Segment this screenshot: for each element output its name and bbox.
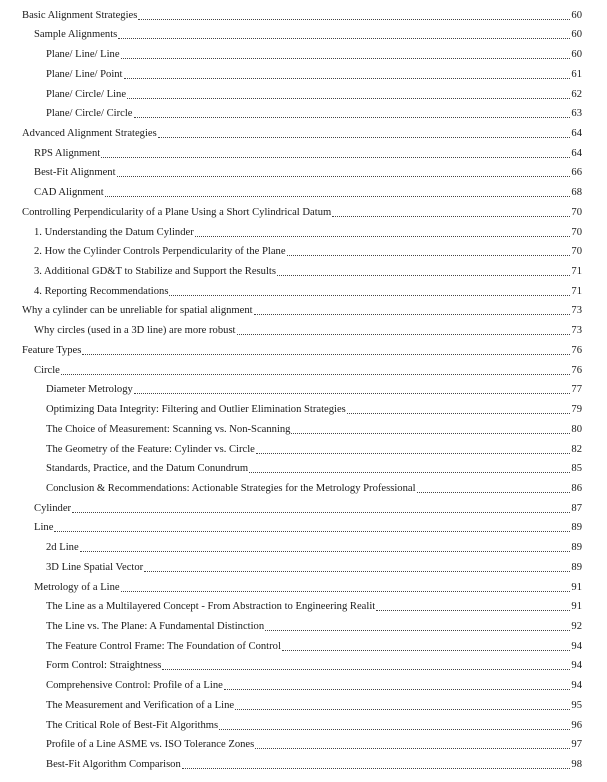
toc-entry[interactable] [0,337,607,357]
toc-entry-page-number: 71 [571,266,582,278]
toc-entry-page-number: 91 [571,601,582,613]
toc-entry[interactable] [0,357,607,377]
dot-leader [158,137,571,138]
toc-entry-title: The Feature Control Frame: The Foundation of Control [46,640,281,652]
dot-leader [235,709,570,710]
toc-entry[interactable] [0,120,607,140]
toc-entry-title: Controlling Perpendicularity of a Plane Using a Short Cylindrical Datum [22,206,332,218]
toc-entry[interactable] [0,140,607,160]
toc-entry-page-number: 94 [571,680,582,692]
toc-entry-title: Conclusion & Recommendations: Actionable Strategies for the Metrology Professional [46,482,416,494]
toc-entry-page-number: 77 [571,384,582,396]
toc-entry-page-number: 96 [571,719,582,731]
toc-entry-page-number: 86 [571,482,582,494]
toc-entry[interactable] [0,436,607,456]
toc-entry-page-number: 68 [571,187,582,199]
toc-entry-page-number: 97 [571,739,582,751]
toc-entry[interactable] [0,692,607,712]
toc-entry[interactable] [0,653,607,673]
toc-entry-title: 4. Reporting Recommendations [34,285,169,297]
toc-entry-title: Why a cylinder can be unreliable for spatial alignment [22,305,253,317]
toc-entry-page-number: 79 [571,404,582,416]
toc-entry-title: Why circles (used in a 3D line) are more robust [34,325,236,337]
toc-entry-page-number: 61 [571,68,582,80]
dot-leader [224,689,571,690]
toc-entry-page-number: 73 [571,325,582,337]
toc-entry-title: Optimizing Data Integrity: Filtering and Outlier Elimination Strategies [46,404,346,416]
dot-leader [72,512,570,513]
dot-leader [332,216,570,217]
toc-entry-page-number: 70 [571,206,582,218]
toc-entry-title: Best-Fit Algorithm Comparison [46,759,181,771]
toc-entry[interactable] [0,61,607,81]
toc-entry-title: Circle [34,364,60,376]
dot-leader [417,492,571,493]
dot-leader [54,531,570,532]
dot-leader [127,98,570,99]
toc-entry[interactable] [0,594,607,614]
dot-leader [121,58,571,59]
dot-leader [101,157,570,158]
toc-entry[interactable] [0,239,607,259]
toc-entry[interactable] [0,396,607,416]
toc-entry[interactable] [0,495,607,515]
toc-entry[interactable] [0,298,607,318]
dot-leader [162,669,570,670]
dot-leader [277,275,570,276]
dot-leader [255,748,570,749]
toc-entry-page-number: 66 [571,167,582,179]
toc-entry[interactable] [0,219,607,239]
toc-entry-page-number: 76 [571,344,582,356]
toc-entry-title: Plane/ Circle/ Circle [46,108,133,120]
dot-leader [287,255,571,256]
toc-entry-title: Standards, Practice, and the Datum Conundrum [46,463,249,475]
toc-entry-title: CAD Alignment [34,187,104,199]
toc-entry[interactable] [0,456,607,476]
toc-entry-title: 3. Additional GD&T to Stabilize and Support the Results [34,266,276,278]
toc-entry-title: Basic Alignment Strategies [22,9,138,21]
toc-entry-title: Cylinder [34,502,72,514]
dot-leader [80,551,571,552]
toc-entry-page-number: 91 [571,581,582,593]
toc-entry-page-number: 82 [571,443,582,455]
toc-entry-title: Feature Types [22,344,82,356]
dot-leader [376,610,570,611]
toc-entry[interactable] [0,318,607,338]
toc-entry-page-number: 85 [571,463,582,475]
toc-entry[interactable] [0,199,607,219]
toc-entry[interactable] [0,712,607,732]
toc-entry[interactable] [0,101,607,121]
toc-entry-title: Metrology of a Line [34,581,120,593]
toc-entry-page-number: 89 [571,542,582,554]
toc-entry-page-number: 62 [571,88,582,100]
toc-entry-title: Form Control: Straightness [46,660,162,672]
toc-entry-title: Advanced Alignment Strategies [22,128,157,139]
toc-entry-title: Sample Alignments [34,29,118,41]
toc-entry-page-number: 60 [571,9,582,21]
toc-entry[interactable] [0,732,607,752]
toc-entry-title: The Choice of Measurement: Scanning vs. Non-Scanning [46,423,291,435]
toc-entry[interactable] [0,554,607,574]
toc-entry[interactable] [0,574,607,594]
toc-entry-page-number: 60 [571,49,582,61]
toc-entry-page-number: 87 [571,502,582,514]
dot-leader [117,176,571,177]
dot-leader [138,19,570,20]
dot-leader [347,413,571,414]
toc-entry-page-number: 70 [571,226,582,238]
toc-entry[interactable] [0,416,607,436]
dot-leader [61,374,571,375]
toc-entry-page-number: 94 [571,660,582,672]
toc-entry-page-number: 89 [571,522,582,534]
dot-leader [118,38,570,39]
toc-entry-title: 2d Line [46,542,79,554]
toc-entry[interactable] [0,515,607,535]
toc-entry-title: Best-Fit Alignment [34,167,116,179]
toc-entry-title: The Geometry of the Feature: Cylinder vs. Circle [46,443,255,455]
toc-entry-page-number: 71 [571,285,582,297]
toc-entry-title: 1. Understanding the Datum Cylinder [34,226,194,238]
toc-entry[interactable] [0,81,607,101]
toc-entry-title: Profile of a Line ASME vs. ISO Tolerance Zones [46,739,255,751]
toc-entry-page-number: 76 [571,364,582,376]
toc-entry[interactable] [0,613,607,633]
toc-entry[interactable] [0,751,607,771]
toc-entry-title: Plane/ Line/ Line [46,49,120,61]
toc-entry[interactable] [0,672,607,692]
toc-entry-title: 2. How the Cylinder Controls Perpendicularity of the Plane [34,246,286,258]
toc-entry[interactable] [0,160,607,180]
toc-entry[interactable] [0,258,607,278]
dot-leader [291,433,570,434]
toc-entry[interactable] [0,475,607,495]
toc-entry-page-number: 98 [571,759,582,771]
toc-entry-page-number: 80 [571,423,582,435]
toc-entry-title: The Line as a Multilayered Concept - From Abstraction to Engineering Realit [46,601,376,613]
dot-leader [169,295,570,296]
dot-leader [254,314,571,315]
toc-entry-page-number: 70 [571,246,582,258]
toc-entry[interactable] [0,2,607,22]
toc-entry-title: Line [34,522,54,534]
dot-leader [249,472,570,473]
dot-leader [195,236,571,237]
toc-entry[interactable] [0,278,607,298]
dot-leader [256,453,571,454]
toc-entry[interactable] [0,22,607,42]
toc-entry-title: RPS Alignment [34,147,101,159]
toc-entry[interactable] [0,534,607,554]
dot-leader [105,196,571,197]
dot-leader [144,571,570,572]
toc-entry-title: The Critical Role of Best-Fit Algorithms [46,719,219,731]
toc-entry[interactable] [0,179,607,199]
dot-leader [121,591,571,592]
toc-entry[interactable] [0,633,607,653]
toc-entry-title: 3D Line Spatial Vector [46,561,144,573]
toc-entry-title: The Line vs. The Plane: A Fundamental Distinction [46,621,265,632]
toc-entry-page-number: 94 [571,640,582,652]
toc-entry-title: Diameter Metrology [46,384,133,396]
toc-entry-page-number: 73 [571,305,582,317]
toc-entry-page-number: 95 [571,699,582,711]
dot-leader [182,768,571,769]
dot-leader [134,393,571,394]
toc-entry-title: Plane/ Circle/ Line [46,88,127,100]
toc-entry-page-number: 63 [571,108,582,120]
dot-leader [219,729,570,730]
toc-entry-page-number: 89 [571,561,582,573]
dot-leader [134,117,571,118]
toc-entry[interactable] [0,377,607,397]
toc-entry-page-number: 60 [571,29,582,41]
dot-leader [82,354,570,355]
dot-leader [282,650,571,651]
dot-leader [124,78,571,79]
toc-entry-page-number: 64 [571,147,582,159]
dot-leader [237,334,571,335]
toc-entry-page-number: 64 [571,128,582,139]
toc-entry-title: Comprehensive Control: Profile of a Line [46,680,223,692]
toc-entry-page-number: 92 [571,621,582,632]
toc-entry-title: Plane/ Line/ Point [46,68,123,80]
toc-entry-title: The Measurement and Verification of a Line [46,699,235,711]
dot-leader [265,630,570,631]
toc-entry[interactable] [0,41,607,61]
